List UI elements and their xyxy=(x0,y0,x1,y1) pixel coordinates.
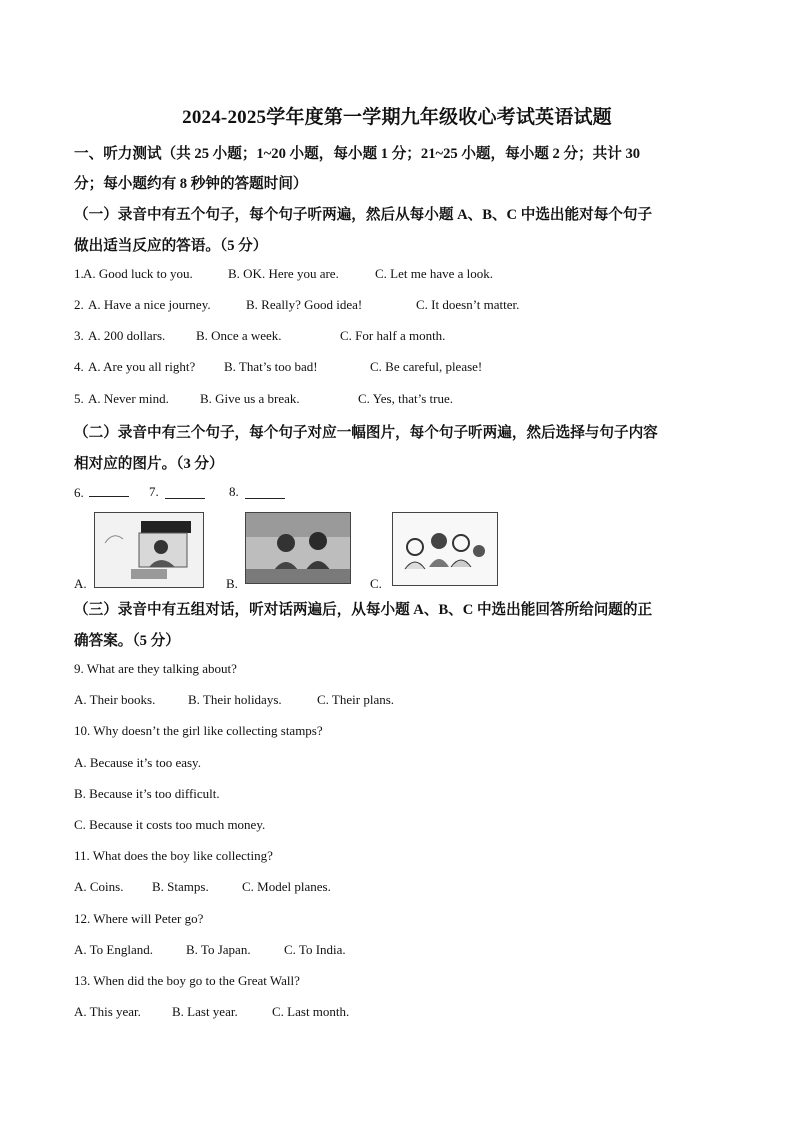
picture-c-label: C. xyxy=(370,576,382,591)
blank-6[interactable] xyxy=(89,484,129,497)
part1-heading-line2: 做出适当反应的答语。（5 分） xyxy=(74,238,268,254)
picture-c xyxy=(392,512,498,586)
question-10-option-a: A. Because it’s too easy. xyxy=(74,755,201,770)
picture-a-label: A. xyxy=(74,576,87,591)
question-11: 11. What does the boy like collecting? xyxy=(74,848,273,863)
picture-a xyxy=(94,512,204,588)
option-a: A. Their books. xyxy=(74,692,156,707)
question-3 xyxy=(74,328,446,344)
answer-blanks xyxy=(74,484,239,501)
option-b: B. Really? Good idea! xyxy=(246,297,363,312)
question-9-options xyxy=(74,692,395,708)
blank-8[interactable] xyxy=(245,486,285,499)
option-b: B. Once a week. xyxy=(196,328,282,343)
question-10: 10. Why doesn’t the girl like collecting stamps? xyxy=(74,723,323,738)
picture-a-illustration xyxy=(95,513,203,587)
exam-title: 2024-2025学年度第一学期九年级收心考试英语试题 xyxy=(182,107,612,128)
option-a: A. Good luck to you. xyxy=(83,266,193,281)
option-a: A. Never mind. xyxy=(88,391,169,406)
question-12-options xyxy=(74,942,346,958)
option-c: C. Yes, that’s true. xyxy=(358,391,453,406)
part2-heading-line1: （二）录音中有三个句子，每个句子对应一幅图片，每个句子听两遍，然后选择与句子内容 xyxy=(74,425,658,441)
section1-heading-line1: 一、听力测试（共 25 小题；1~20 小题，每小题 1 分；21~25 小题，每小题 2 分；共计 30 xyxy=(74,146,641,162)
section1-heading-line2: 分；每小题约有 8 秒钟的答题时间） xyxy=(74,176,308,192)
option-c: C. For half a month. xyxy=(340,328,446,343)
option-b: B. Their holidays. xyxy=(188,692,282,707)
option-c: C. To India. xyxy=(284,942,346,957)
part3-heading-line2: 确答案。（5 分） xyxy=(74,633,180,649)
question-12: 12. Where will Peter go? xyxy=(74,911,204,926)
blank-7-label: 7. xyxy=(149,484,159,499)
option-c: C. It doesn’t matter. xyxy=(416,297,520,312)
question-number: 1. xyxy=(74,266,84,281)
question-13: 13. When did the boy go to the Great Wall? xyxy=(74,973,300,988)
picture-b-illustration xyxy=(246,513,350,583)
question-10-option-b: B. Because it’s too difficult. xyxy=(74,786,220,801)
option-b: B. To Japan. xyxy=(186,942,251,957)
option-a: A. Are you all right? xyxy=(88,359,196,374)
part3-heading-line1: （三）录音中有五组对话，听对话两遍后，从每小题 A、B、C 中选出能回答所给问题的正 xyxy=(74,602,653,618)
question-10-option-c: C. Because it costs too much money. xyxy=(74,817,266,832)
option-c: C. Be careful, please! xyxy=(370,359,483,374)
question-number: 2. xyxy=(74,297,84,312)
option-a: A. To England. xyxy=(74,942,154,957)
picture-b xyxy=(245,512,351,584)
question-5 xyxy=(74,391,453,407)
option-b: B. Stamps. xyxy=(152,879,209,894)
question-4 xyxy=(74,359,483,375)
option-c: C. Model planes. xyxy=(242,879,331,894)
option-b: B. Last year. xyxy=(172,1004,238,1019)
option-c: C. Their plans. xyxy=(317,692,395,707)
part2-heading-line2: 相对应的图片。（3 分） xyxy=(74,456,224,472)
question-number: 4. xyxy=(74,359,84,374)
picture-b-label: B. xyxy=(226,576,238,591)
question-2 xyxy=(74,297,520,313)
blank-7[interactable] xyxy=(165,486,205,499)
question-1 xyxy=(74,266,494,282)
option-c: C. Let me have a look. xyxy=(375,266,494,281)
question-number: 3. xyxy=(74,328,84,343)
question-13-options xyxy=(74,1004,350,1020)
option-b: B. Give us a break. xyxy=(200,391,300,406)
question-11-options xyxy=(74,879,331,895)
option-a: A. Have a nice journey. xyxy=(88,297,211,312)
option-b: B. That’s too bad! xyxy=(224,359,318,374)
picture-c-illustration xyxy=(393,513,497,585)
option-b: B. OK. Here you are. xyxy=(228,266,339,281)
option-a: A. This year. xyxy=(74,1004,141,1019)
option-a: A. 200 dollars. xyxy=(88,328,166,343)
blank-6-label: 6. xyxy=(74,485,84,500)
blank-8-label: 8. xyxy=(229,484,239,499)
option-a: A. Coins. xyxy=(74,879,124,894)
question-9: 9. What are they talking about? xyxy=(74,661,237,676)
option-c: C. Last month. xyxy=(272,1004,350,1019)
part1-heading-line1: （一）录音中有五个句子，每个句子听两遍，然后从每小题 A、B、C 中选出能对每个句子 xyxy=(74,207,653,223)
question-number: 5. xyxy=(74,391,84,406)
